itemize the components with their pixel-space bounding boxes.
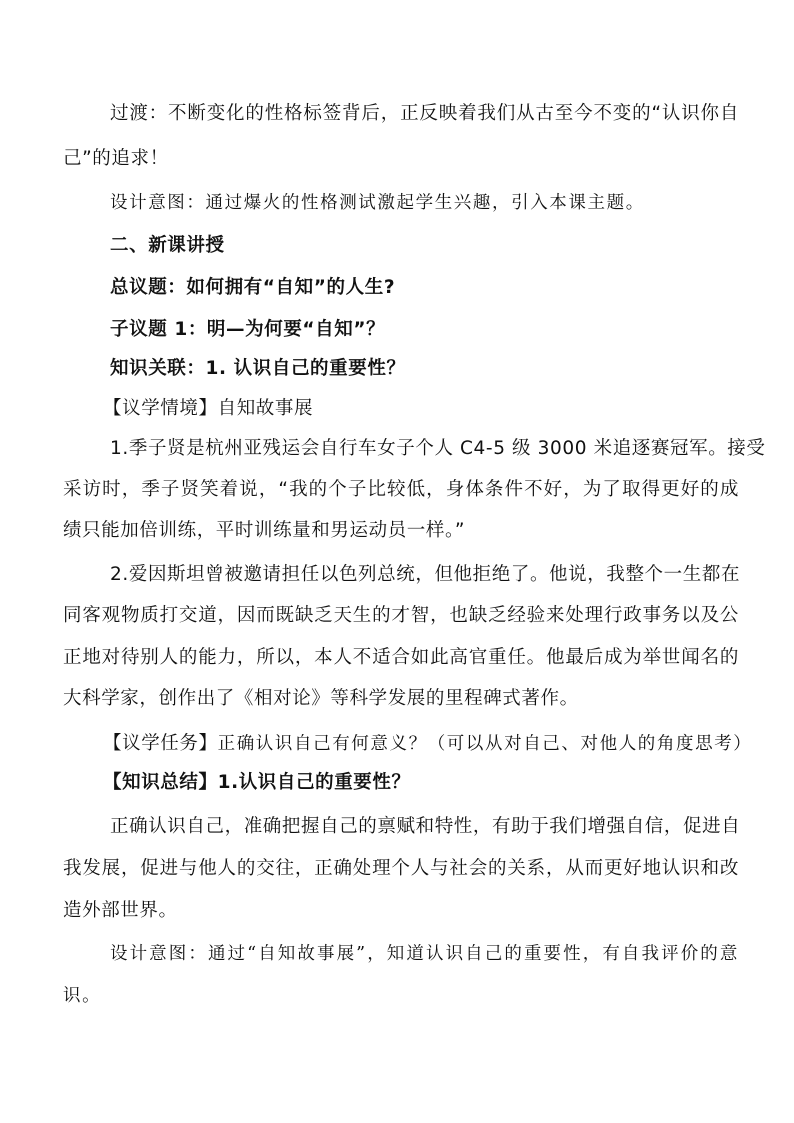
summary-line-3: 造外部世界。 <box>63 900 178 921</box>
design-intent-2-line-1: 设计意图：通过“自知故事展”，知道认识自己的重要性，有自我评价的意 <box>110 944 739 964</box>
summary-line-2: 我发展，促进与他人的交往，正确处理个人与社会的关系，从而更好地认识和改 <box>63 858 739 879</box>
transition-line-2: 己”的追求！ <box>63 148 169 169</box>
task-text: 正确认识自己有何意义？（可以从对自己、对他人的角度思考） <box>217 734 753 754</box>
task-label: 【议学任务】 <box>103 733 218 754</box>
summary-heading: 【知识总结】1.认识自己的重要性？ <box>103 772 411 793</box>
main-topic: 总议题：如何拥有“自知”的人生? <box>110 277 396 298</box>
knowledge-link: 知识关联：1. 认识自己的重要性？ <box>110 358 406 379</box>
story-1-line-1: 1.季子贤是杭州亚残运会自行车女子个人 C4-5 级 3000 米追逐赛冠军。接受 <box>110 438 766 459</box>
task-line <box>103 731 752 757</box>
story-2-line-4: 大科学家，创作出了《相对论》等科学发展的里程碑式著作。 <box>63 688 579 709</box>
story-2-line-3: 正地对待别人的能力，所以，本人不适合如此高官重任。他最后成为举世闻名的 <box>63 647 739 668</box>
transition-line-1: 过渡：不断变化的性格标签背后，正反映着我们从古至今不变的“认识你自 <box>110 103 739 124</box>
design-intent-2-line-2: 识。 <box>63 986 102 1006</box>
story-1-line-2: 采访时，季子贤笑着说，“我的个子比较低，身体条件不好，为了取得更好的成 <box>63 479 739 500</box>
story-2-line-2: 同客观物质打交道，因而既缺乏天生的才智，也缺乏经验来处理行政事务以及公 <box>63 605 739 626</box>
design-intent-1: 设计意图：通过爆火的性格测试激起学生兴趣，引入本课主题。 <box>110 193 645 213</box>
section-heading: 二、新课讲授 <box>110 235 225 256</box>
situation-heading: 【议学情境】自知故事展 <box>103 398 314 419</box>
story-1-line-3: 绩只能加倍训练，平时训练量和男运动员一样。” <box>63 520 466 541</box>
sub-topic-1: 子议题 1：明—为何要“自知”？ <box>110 319 386 340</box>
summary-line-1: 正确认识自己，准确把握自己的禀赋和特性，有助于我们增强自信，促进自 <box>110 816 741 837</box>
story-2-line-1: 2.爱因斯坦曾被邀请担任以色列总统，但他拒绝了。他说，我整个一生都在 <box>110 564 741 585</box>
